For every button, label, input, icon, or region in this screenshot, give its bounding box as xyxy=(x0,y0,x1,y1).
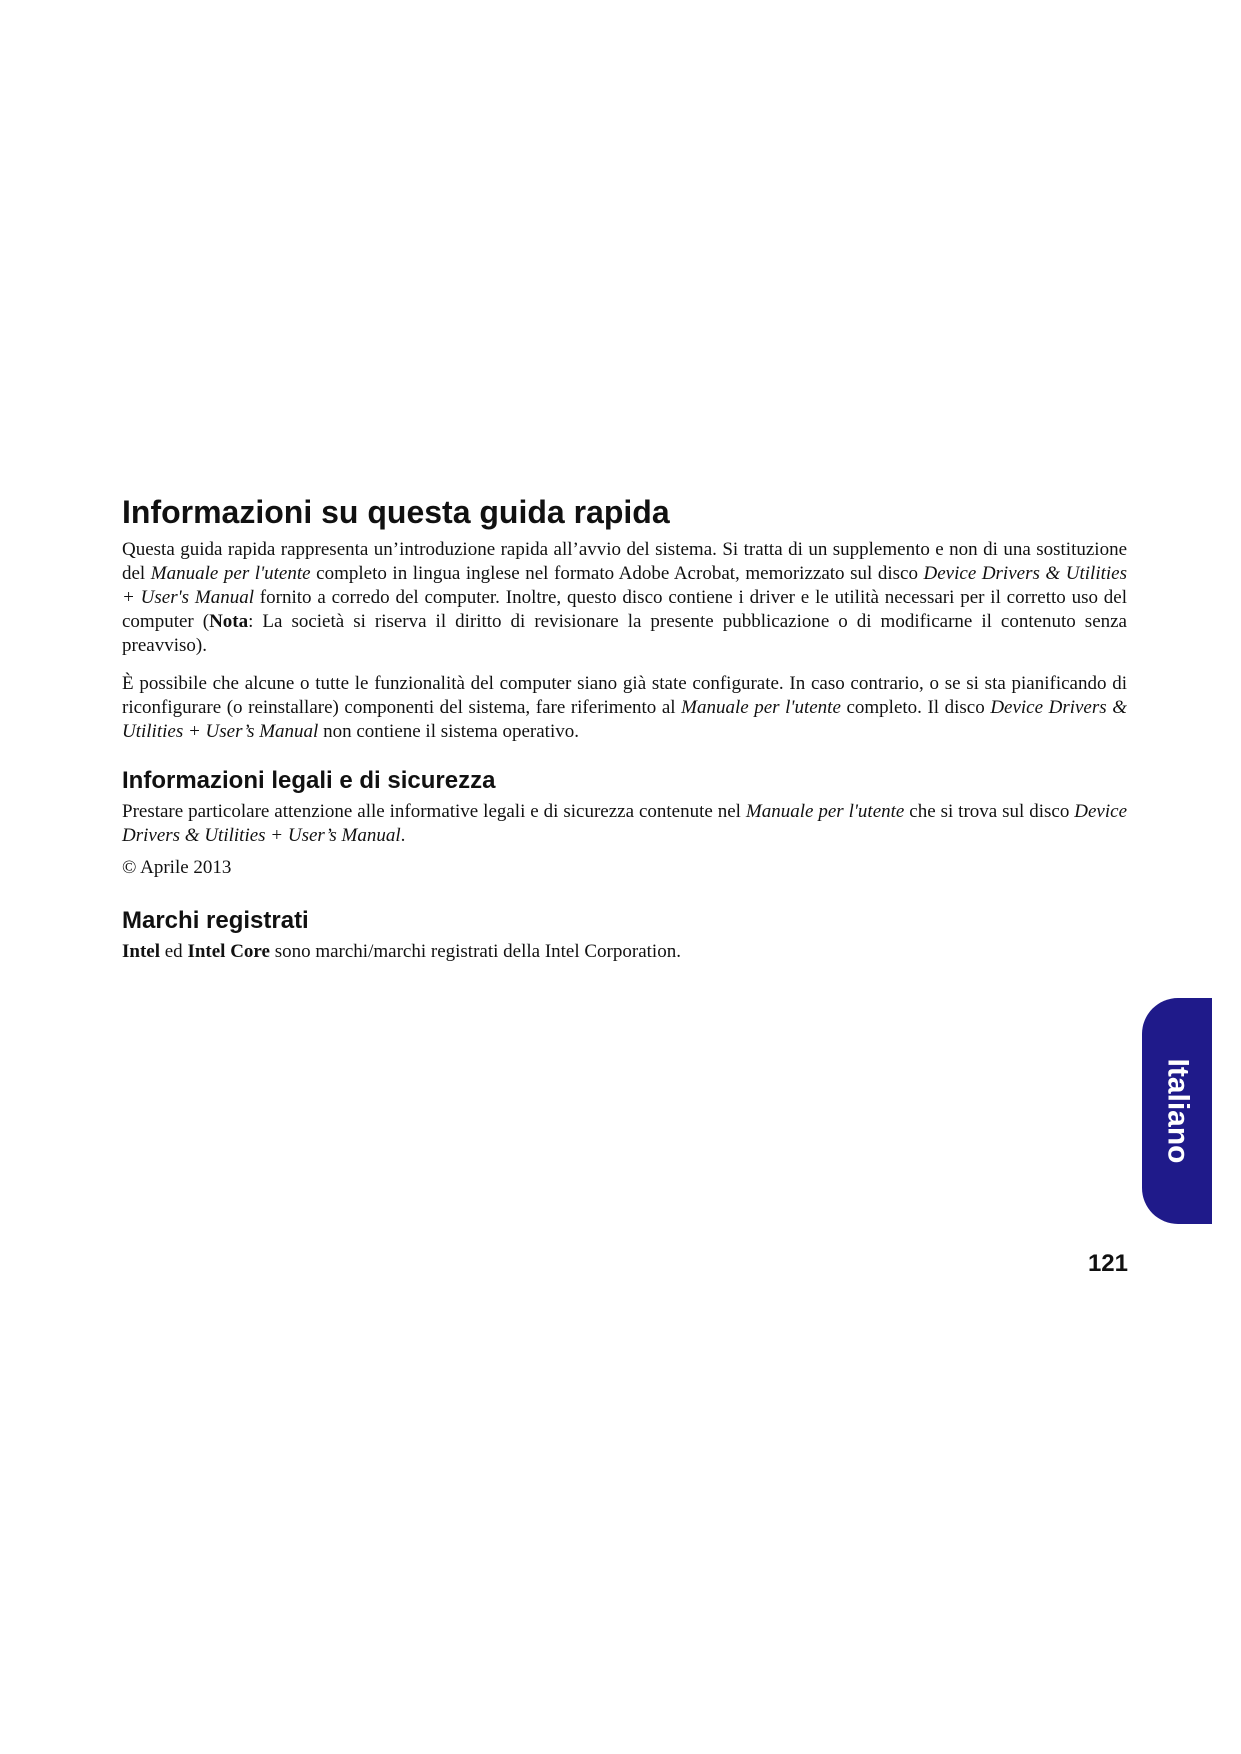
text-run: completo. Il disco xyxy=(840,697,991,718)
page-content xyxy=(122,492,1127,964)
language-tab-label: Italiano xyxy=(1161,1058,1195,1164)
brand-intel: Intel xyxy=(122,941,160,962)
brand-intel-core: Intel Core xyxy=(187,941,270,962)
page-number: 121 xyxy=(1087,1250,1128,1277)
language-tab xyxy=(1142,998,1212,1224)
text-run: . xyxy=(400,825,406,846)
disc-title-ref: Device Drivers & Utilities + User’s Manual xyxy=(122,801,1127,846)
intro-paragraph-2 xyxy=(122,672,1127,744)
trademarks-heading: Marchi registrati xyxy=(122,907,309,934)
text-run: sono marchi/marchi registrati della Intel Corporation. xyxy=(269,941,681,962)
text-run: non contiene il sistema operativo. xyxy=(318,721,579,742)
page-title: Informazioni su questa guida rapida xyxy=(122,494,670,530)
text-run: completo in lingua inglese nel formato Adobe Acrobat, memorizzato sul disco xyxy=(310,563,924,584)
text-run: fornito a corredo del computer. Inoltre, questo disco contiene i driver e le utilità necessari per il corretto uso del computer ( xyxy=(122,587,1128,632)
note-label: Nota xyxy=(209,611,249,632)
trademarks-paragraph xyxy=(122,940,1127,964)
intro-paragraph-1 xyxy=(122,538,1127,658)
disc-title-ref: Device Drivers & Utilities + User's Manual xyxy=(122,563,1128,608)
manual-title-ref: Manuale per l'utente xyxy=(150,563,311,584)
manual-title-ref: Manuale per l'utente xyxy=(681,697,841,718)
text-run: ed xyxy=(160,941,188,962)
legal-paragraph xyxy=(122,800,1127,848)
disc-title-ref: Device Drivers & Utilities + User’s Manual xyxy=(122,697,1127,742)
text-run: Prestare particolare attenzione alle informative legali e di sicurezza contenute nel xyxy=(122,801,746,822)
copyright-line: © Aprile 2013 xyxy=(122,857,232,878)
text-run: Questa guida rapida rappresenta un’introduzione rapida all’avvio del sistema. Si tratta di un supplemento e non di una sostituzione del xyxy=(122,539,1127,584)
legal-heading: Informazioni legali e di sicurezza xyxy=(122,767,496,794)
text-run: : La società si riserva il diritto di revisionare la presente pubblicazione o di modificarne il contenuto senza preavviso). xyxy=(122,611,1127,656)
manual-title-ref: Manuale per l'utente xyxy=(745,801,905,822)
text-run: che si trova sul disco xyxy=(904,801,1075,822)
text-run: È possibile che alcune o tutte le funzionalità del computer siano già state configurate. In caso contrario, o se si sta pianificando di riconfigurare (o reinstallare) componenti del sistema, fare riferimento al xyxy=(122,673,1127,718)
